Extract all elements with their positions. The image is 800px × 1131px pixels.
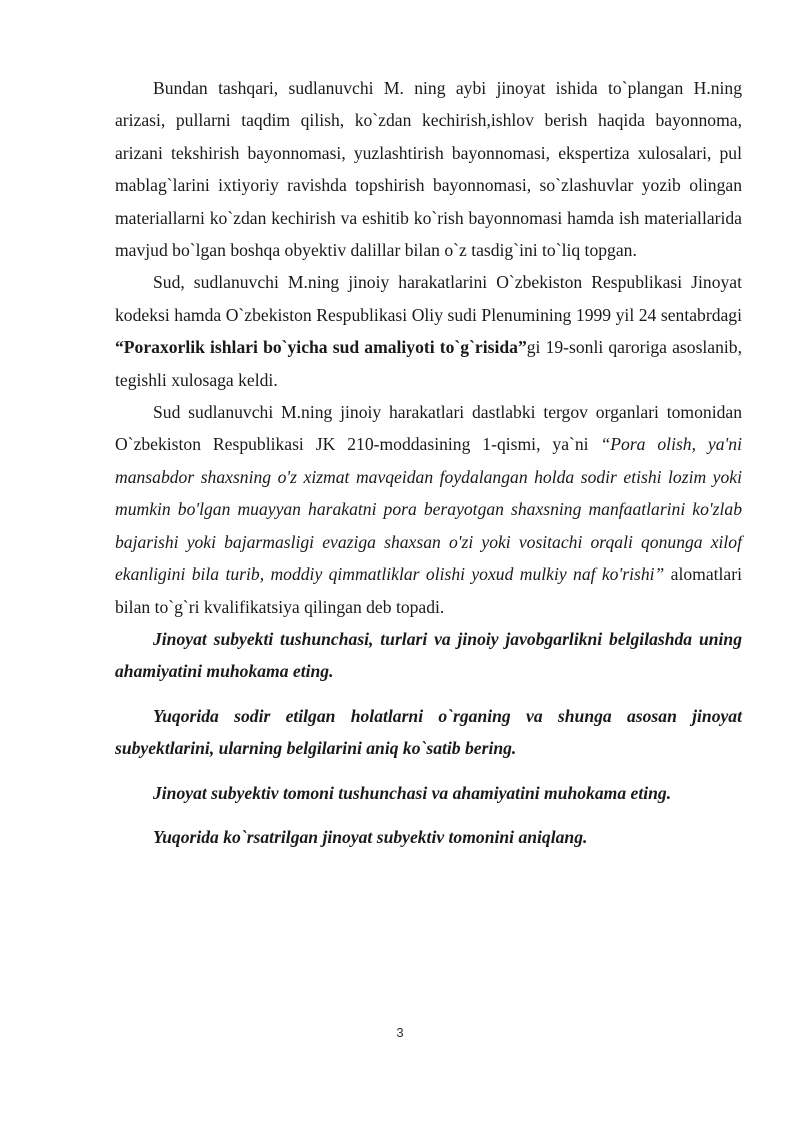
article-quote: “Pora olish, ya'ni mansabdor shaxsning o'z xizmat mavqeidan foydalangan holda sodir etishi lozim yoki mumkin bo'lgan muayyan harakatni pora berayotgan shaxsning manfaatlarini ko'zlab bajarishi yoki bajarmasligi evaziga shaxsan o'zi yoki vositachi orqali qonunga xilof ekanligini bila turib, moddiy qimmatliklar olishi yoxud mulkiy naf ko'rishi” bbox=[115, 434, 742, 585]
paragraph-qualification-text: Sud sudlanuvchi M.ning jinoiy harakatlari dastlabki tergov organlari tomonidan O`zbekiston Respublikasi JK 210-moddasining 1-qismi, ya`ni bbox=[115, 402, 742, 455]
paragraph-qualification-tail: alomatlari bilan to`g`ri kvalifikatsiya qilingan deb topadi. bbox=[115, 564, 742, 617]
document-page bbox=[115, 72, 742, 853]
page-number: 3 bbox=[396, 1025, 404, 1040]
paragraph-court-conclusion-text: Sud, sudlanuvchi M.ning jinoiy harakatlarini O`zbekiston Respublikasi Jinoyat kodeksi hamda O`zbekiston Respublikasi Oliy sudi Plenumining 1999 yil 24 sentabrdagi bbox=[115, 272, 742, 325]
paragraph-evidence: Bundan tashqari, sudlanuvchi M. ning aybi jinoyat ishida to`plangan H.ning arizasi, pullarni taqdim qilish, ko`zdan kechirish,ishlov berish haqida bayonnoma, arizani tekshirish bayonnomasi, yuzlashtirish bayonnomasi, ekspertiza xulosalari, pul mablag`larini ixtiyoriy ravishda topshirish bayonnomasi, so`zlashuvlar yozib olingan materiallarni ko`zdan kechirish va eshitib ko`rish bayonnomasi hamda ish materiallarida mavjud bo`lgan boshqa obyektiv dalillar bilan o`z tasdig`ini to`liq topgan. bbox=[115, 78, 742, 261]
question-1: Jinoyat subyekti tushunchasi, turlari va jinoiy javobgarlikni belgilashda uning ahamiyatini muhokama eting. bbox=[115, 628, 742, 682]
question-3: Jinoyat subyektiv tomoni tushunchasi va ahamiyatini muhokama eting. bbox=[153, 782, 672, 803]
plenum-resolution-title: “Poraxorlik ishlari bo`yicha sud amaliyoti to`g`risida” bbox=[115, 337, 527, 358]
question-2: Yuqorida sodir etilgan holatlarni o`rganing va shunga asosan jinoyat subyektlarini, ularning belgilarini aniq ko`satib bering. bbox=[115, 705, 742, 759]
paragraph-court-conclusion bbox=[115, 266, 742, 396]
paragraph-court-conclusion-tail: gi 19-sonli qaroriga asoslanib, tegishli xulosaga keldi. bbox=[115, 337, 742, 390]
paragraph-qualification bbox=[115, 396, 742, 623]
question-4: Yuqorida ko`rsatrilgan jinoyat subyektiv tomonini aniqlang. bbox=[153, 826, 588, 847]
